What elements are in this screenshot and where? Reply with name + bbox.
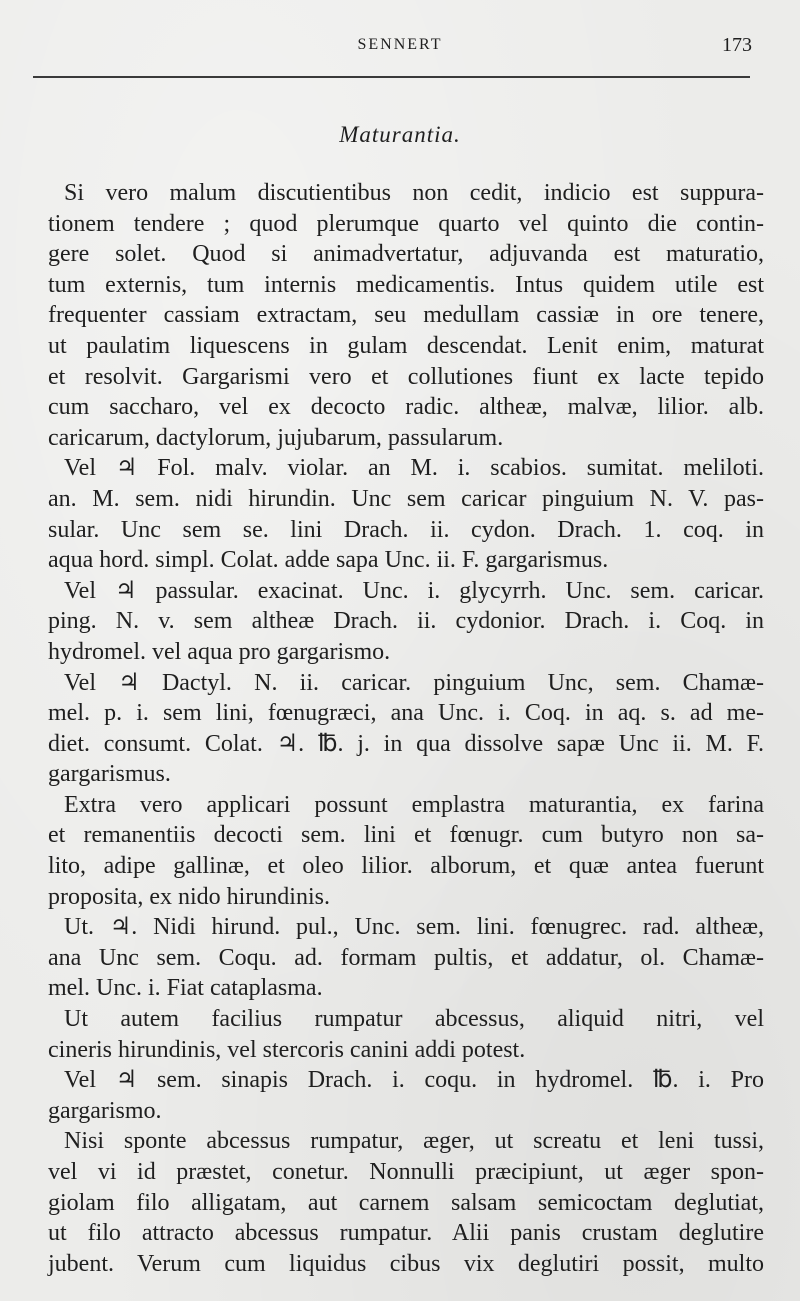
text-line: diet. consumt. Colat. ♃. ℔. j. in qua dissolve sapæ Unc ii. M. F. xyxy=(48,730,764,757)
text-line: ut filo attracto abcessus rumpatur. Alii panis crustam deglutire xyxy=(48,1220,764,1247)
text-line: Vel ♃ Dactyl. N. ii. caricar. pinguium Unc, sem. Chamæ- xyxy=(64,669,764,696)
text-line: sular. Unc sem se. lini Drach. ii. cydon. Drach. 1. coq. in xyxy=(48,516,764,543)
text-line: cineris hirundinis, vel stercoris canini addi potest. xyxy=(48,1036,526,1063)
running-head xyxy=(0,34,800,58)
text-line: an. M. sem. nidi hirundin. Unc sem caricar pinguium N. V. pas- xyxy=(48,485,764,512)
running-title: SENNERT xyxy=(357,36,443,53)
text-line: caricarum, dactylorum, jujubarum, passularum. xyxy=(48,424,504,451)
text-line: Vel ♃ Fol. malv. violar. an M. i. scabios. sumitat. meliloti. xyxy=(64,455,764,482)
text-line: tum externis, tum internis medicamentis. Intus quidem utile est xyxy=(48,271,764,298)
text-line: frequenter cassiam extractam, seu medullam cassiæ in ore tenere, xyxy=(48,302,764,329)
text-line: giolam filo alligatam, aut carnem salsam semicoctam deglutiat, xyxy=(48,1189,764,1216)
text-line: Ut. ♃. Nidi hirund. pul., Unc. sem. lini. fœnugrec. rad. altheæ, xyxy=(64,914,764,941)
body-text xyxy=(48,178,764,1279)
text-line: lito, adipe gallinæ, et oleo lilior. alborum, et quæ antea fuerunt xyxy=(48,853,764,880)
text-line: ping. N. v. sem altheæ Drach. ii. cydonior. Drach. i. Coq. in xyxy=(48,608,764,635)
text-line: tionem tendere ; quod plerumque quarto vel quinto die contin- xyxy=(48,210,764,237)
text-line: ut paulatim liquescens in gulam descendat. Lenit enim, maturat xyxy=(48,332,764,359)
text-line: ana Unc sem. Coqu. ad. formam pultis, et addatur, ol. Chamæ- xyxy=(48,944,764,971)
header-rule xyxy=(33,76,750,78)
section-title: Maturantia. xyxy=(339,122,461,147)
text-line: gargarismus. xyxy=(48,761,171,788)
text-line: vel vi id præstet, conetur. Nonnulli præcipiunt, ut æger spon- xyxy=(48,1159,764,1185)
text-line: Extra vero applicari possunt emplastra maturantia, ex farina xyxy=(64,791,764,818)
text-line: gargarismo. xyxy=(48,1097,162,1124)
text-line: et remanentiis decocti sem. lini et fœnugr. cum butyro non sa- xyxy=(48,822,764,849)
text-line: hydromel. vel aqua pro gargarismo. xyxy=(48,638,391,665)
text-line: jubent. Verum cum liquidus cibus vix deglutiri possit, multo xyxy=(48,1250,764,1277)
text-line: gere solet. Quod si animadvertatur, adjuvanda est maturatio, xyxy=(48,241,764,268)
text-line: Si vero malum discutientibus non cedit, indicio est suppura- xyxy=(64,180,764,206)
text-line: aqua hord. simpl. Colat. adde sapa Unc. ii. F. gargarismus. xyxy=(48,547,609,574)
text-line: et resolvit. Gargarismi vero et collutiones fiunt ex lacte tepido xyxy=(48,363,764,390)
page-number: 173 xyxy=(722,34,752,56)
text-line: Nisi sponte abcessus rumpatur, æger, ut screatu et leni tussi, xyxy=(64,1128,764,1155)
text-line: mel. p. i. sem lini, fœnugræci, ana Unc. i. Coq. in aq. s. ad me- xyxy=(48,700,764,727)
text-line: proposita, ex nido hirundinis. xyxy=(48,883,330,910)
text-line: Ut autem facilius rumpatur abcessus, aliquid nitri, vel xyxy=(64,1006,764,1033)
text-line: Vel ♃ sem. sinapis Drach. i. coqu. in hydromel. ℔. i. Pro xyxy=(64,1067,764,1094)
text-line: Vel ♃ passular. exacinat. Unc. i. glycyrrh. Unc. sem. caricar. xyxy=(64,577,764,604)
text-line: cum saccharo, vel ex decocto radic. altheæ, malvæ, lilior. alb. xyxy=(48,394,764,421)
text-line: mel. Unc. i. Fiat cataplasma. xyxy=(48,975,323,1002)
